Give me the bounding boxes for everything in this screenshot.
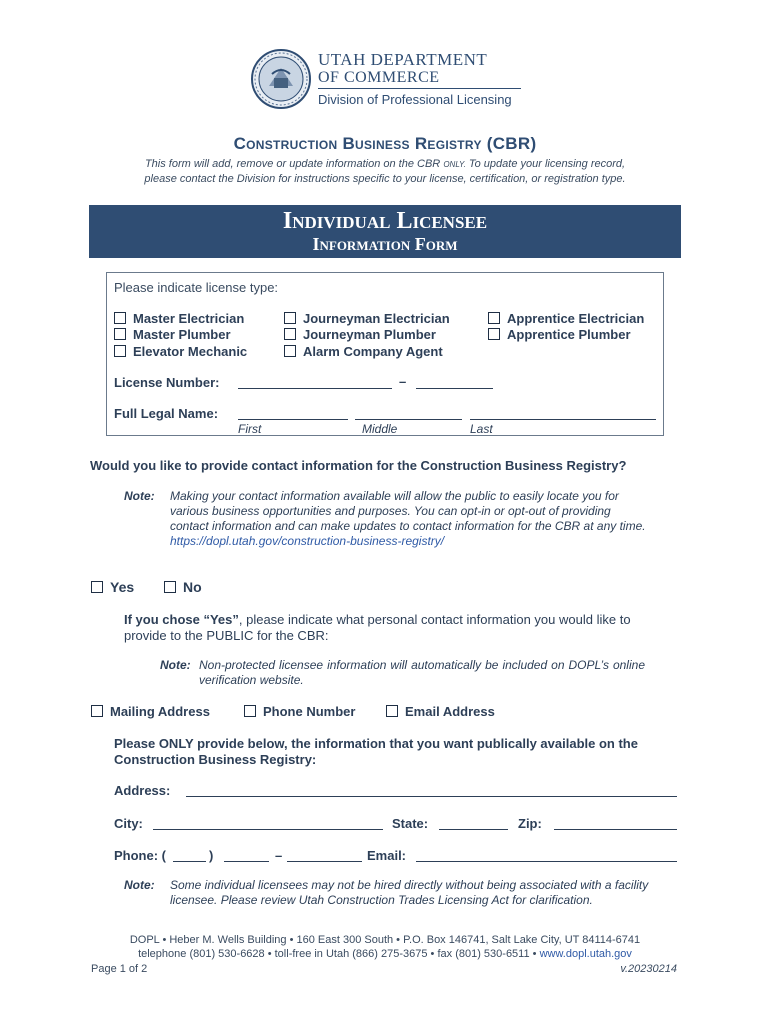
checkbox[interactable] bbox=[284, 328, 296, 340]
last-name-field[interactable] bbox=[470, 406, 656, 420]
phone-number-option[interactable] bbox=[244, 704, 355, 719]
footer-website-link[interactable]: www.dopl.utah.gov bbox=[539, 948, 632, 960]
city-label: City: bbox=[114, 816, 143, 831]
note2-label: Note: bbox=[160, 658, 191, 672]
full-name-label: Full Legal Name: bbox=[114, 406, 219, 421]
license-type-elevator-mechanic[interactable] bbox=[114, 344, 247, 359]
email-address-option[interactable] bbox=[386, 704, 495, 719]
no-option[interactable] bbox=[164, 579, 202, 595]
zip-label: Zip: bbox=[518, 816, 542, 831]
note2-text: Non-protected licensee information will automatically be included on DOPL’s online verification website. bbox=[199, 658, 645, 687]
phone-close-paren: ) bbox=[209, 848, 214, 863]
header bbox=[250, 45, 550, 111]
contact-option-label: Email Address bbox=[405, 704, 495, 719]
license-prompt: Please indicate license type: bbox=[114, 280, 279, 295]
license-type-label: Master Electrician bbox=[133, 311, 245, 326]
license-type-label: Elevator Mechanic bbox=[133, 344, 248, 359]
contact-question: Would you like to provide contact information for the Construction Business Registry? bbox=[90, 458, 627, 473]
email-field[interactable] bbox=[416, 848, 677, 862]
middle-caption: Middle bbox=[362, 422, 398, 436]
intro-only: ONLY. bbox=[443, 160, 466, 169]
form-version: v.20230214 bbox=[620, 963, 677, 975]
mailing-address-option[interactable] bbox=[91, 704, 210, 719]
note3-text: Some individual licensees may not be hired directly without being associated with a facility licensee. Please review Utah Construction Trades Licensing Act for clarification. bbox=[170, 878, 649, 907]
cbr-link[interactable]: https://dopl.utah.gov/construction-business-registry/ bbox=[170, 534, 445, 548]
license-number-field[interactable] bbox=[238, 375, 392, 389]
checkbox[interactable] bbox=[114, 345, 126, 357]
page-title: Construction Business Registry (CBR) bbox=[233, 134, 537, 153]
note3-label: Note: bbox=[124, 878, 155, 892]
license-type-journeyman-plumber[interactable] bbox=[284, 327, 436, 342]
address-label: Address: bbox=[114, 783, 171, 798]
phone-label: Phone: ( bbox=[114, 848, 166, 863]
dept-line2: OF COMMERCE bbox=[318, 69, 440, 86]
checkbox[interactable] bbox=[114, 328, 126, 340]
license-type-master-plumber[interactable] bbox=[114, 327, 231, 342]
note1 bbox=[170, 489, 650, 549]
public-instruction: Please ONLY provide below, the information that you want publically available on the Construction Business Registry: bbox=[114, 736, 638, 767]
if-yes-instruction bbox=[124, 612, 674, 644]
checkbox[interactable] bbox=[488, 328, 500, 340]
intro-line2: please contact the Division for instructions specific to your license, certification, or registration type. bbox=[144, 173, 626, 185]
page-number: Page 1 of 2 bbox=[91, 963, 148, 975]
license-type-master-electrician[interactable] bbox=[114, 311, 244, 326]
contact-option-label: Mailing Address bbox=[110, 704, 210, 719]
license-type-journeyman-electrician[interactable] bbox=[284, 311, 450, 326]
checkbox[interactable] bbox=[284, 345, 296, 357]
if-yes-rest: , please indicate what personal contact information you would like to provide to the PUBLIC for the CBR: bbox=[124, 612, 631, 643]
note1-text: Making your contact information available will allow the public to easily locate you for various business opportunities and purposes. You can opt-in or opt-out of providing contact information and can make updates to contact information for the CBR at any time. bbox=[170, 489, 646, 533]
checkbox[interactable] bbox=[114, 312, 126, 324]
phone-area-field[interactable] bbox=[173, 848, 206, 862]
checkbox[interactable] bbox=[244, 705, 256, 717]
license-type-alarm-company-agent[interactable] bbox=[284, 344, 443, 359]
form-banner bbox=[89, 205, 681, 258]
license-type-apprentice-plumber[interactable] bbox=[488, 327, 631, 342]
no-label: No bbox=[183, 579, 202, 595]
license-number-dash: – bbox=[399, 374, 407, 389]
checkbox[interactable] bbox=[284, 312, 296, 324]
division-name: Division of Professional Licensing bbox=[318, 92, 512, 107]
state-label: State: bbox=[392, 816, 429, 831]
yes-label: Yes bbox=[110, 579, 135, 595]
footer-contact bbox=[0, 948, 770, 960]
phone-prefix-field[interactable] bbox=[224, 848, 269, 862]
checkbox[interactable] bbox=[386, 705, 398, 717]
license-number-label: License Number: bbox=[114, 375, 220, 390]
email-label: Email: bbox=[367, 848, 407, 863]
checkbox[interactable] bbox=[91, 581, 103, 593]
address-field[interactable] bbox=[186, 783, 677, 797]
zip-field[interactable] bbox=[554, 816, 677, 830]
last-caption: Last bbox=[470, 422, 493, 436]
header-rule bbox=[318, 88, 521, 89]
state-field[interactable] bbox=[439, 816, 508, 830]
middle-name-field[interactable] bbox=[355, 406, 462, 420]
first-caption: First bbox=[238, 422, 262, 436]
license-type-label: Apprentice Plumber bbox=[507, 327, 631, 342]
checkbox[interactable] bbox=[91, 705, 103, 717]
license-type-label: Alarm Company Agent bbox=[303, 344, 443, 359]
phone-line-field[interactable] bbox=[287, 848, 362, 862]
intro-text-b: To update your licensing record, bbox=[468, 158, 626, 170]
city-field[interactable] bbox=[153, 816, 383, 830]
banner-line1: Individual Licensee bbox=[282, 208, 488, 234]
intro-text-a: This form will add, remove or update information on the CBR bbox=[144, 158, 441, 170]
banner-line2: Information Form bbox=[312, 234, 458, 254]
footer-phones: telephone (801) 530-6628 • toll-free in Utah (866) 275-3675 • fax (801) 530-6511 • bbox=[138, 948, 537, 960]
license-number-suffix-field[interactable] bbox=[416, 375, 493, 389]
if-yes-bold: If you chose “Yes” bbox=[124, 612, 239, 627]
license-type-apprentice-electrician[interactable] bbox=[488, 311, 644, 326]
intro-line1 bbox=[0, 158, 770, 170]
license-type-label: Apprentice Electrician bbox=[507, 311, 645, 326]
note1-label: Note: bbox=[124, 489, 155, 503]
contact-option-label: Phone Number bbox=[263, 704, 356, 719]
dept-line1: UTAH DEPARTMENT bbox=[318, 50, 488, 69]
phone-dash: – bbox=[275, 848, 283, 863]
license-type-label: Journeyman Plumber bbox=[303, 327, 436, 342]
checkbox[interactable] bbox=[164, 581, 176, 593]
checkbox[interactable] bbox=[488, 312, 500, 324]
footer-address: DOPL • Heber M. Wells Building • 160 East 300 South • P.O. Box 146741, Salt Lake City, UT 84114-6741 bbox=[129, 934, 641, 946]
state-seal-icon bbox=[250, 48, 312, 110]
license-type-label: Journeyman Electrician bbox=[303, 311, 450, 326]
yes-option[interactable] bbox=[91, 579, 134, 595]
license-type-label: Master Plumber bbox=[133, 327, 231, 342]
first-name-field[interactable] bbox=[238, 406, 348, 420]
